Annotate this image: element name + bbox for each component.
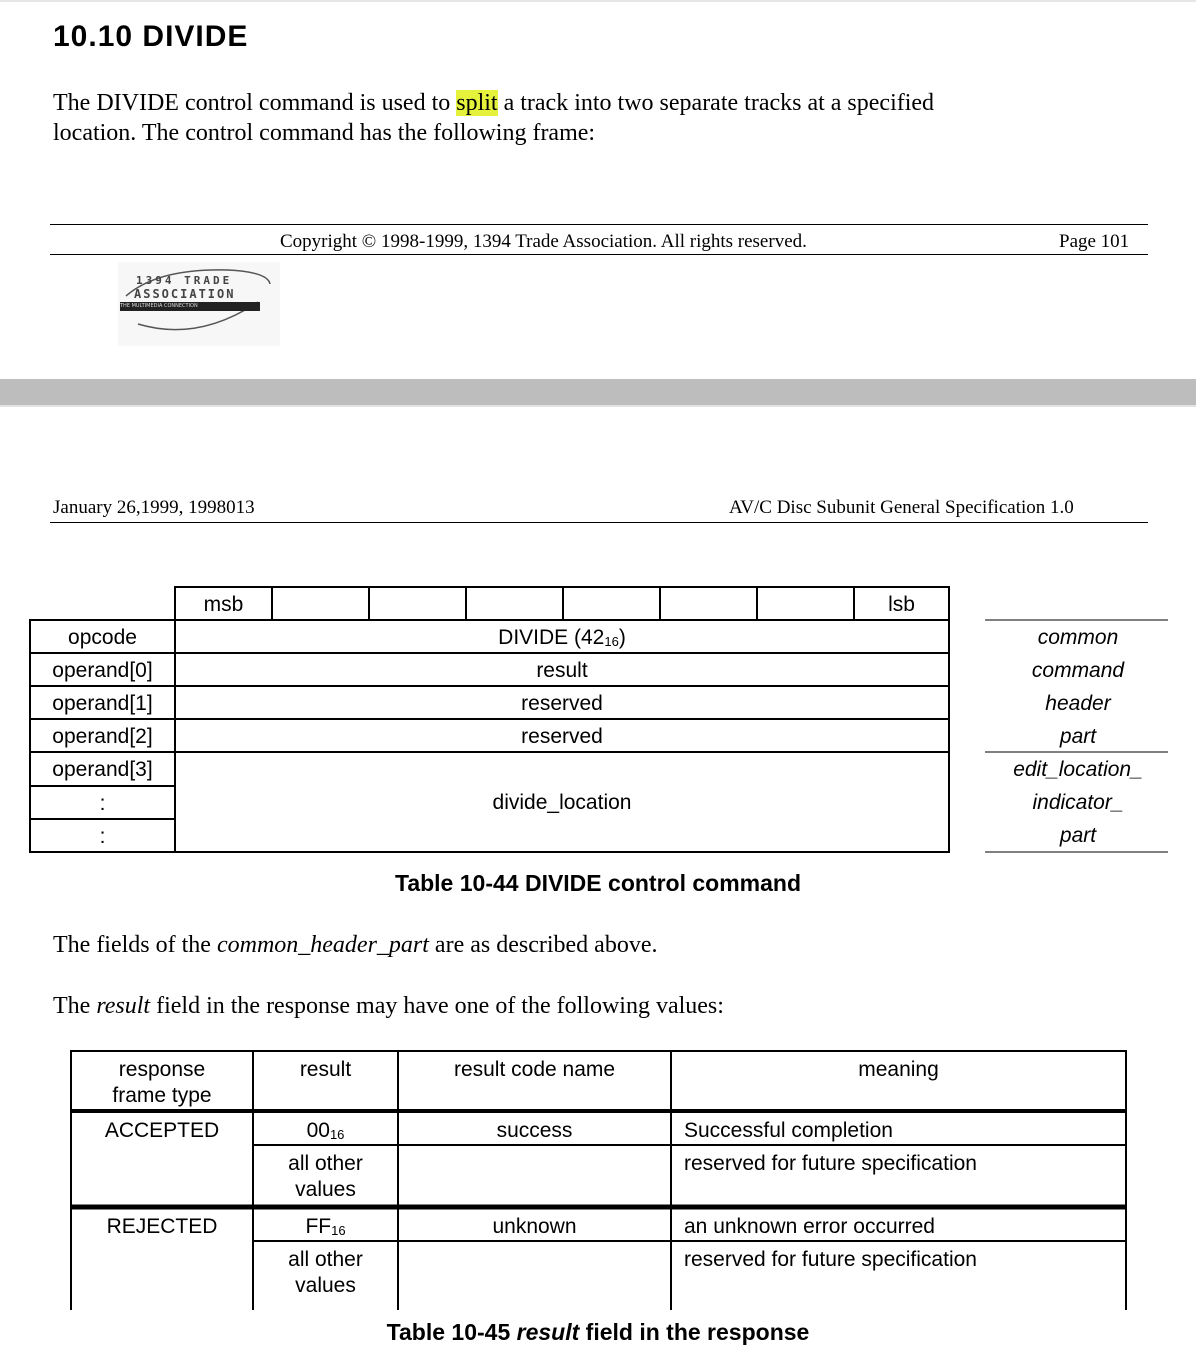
lsb-label: lsb: [888, 593, 915, 616]
table-44-caption: Table 10-44 DIVIDE control command: [394, 870, 801, 896]
frame-type-accepted: ACCEPTED: [104, 1119, 220, 1142]
code-name-unknown: unknown: [492, 1215, 577, 1238]
edit-location-label: part: [1059, 824, 1097, 847]
edit-location-label: indicator_: [1032, 791, 1124, 814]
header-result: result: [299, 1058, 352, 1081]
page-number: Page 101: [1059, 231, 1130, 252]
frame-type-rejected: REJECTED: [106, 1215, 218, 1238]
common-header-label: command: [1031, 659, 1125, 682]
intro-paragraph: The DIVIDE control command is used to split a track into two separate tracks at a specified location. The control command has the following frame:: [53, 90, 935, 146]
common-header-paragraph: The fields of the common_header_part are as described above.: [53, 932, 658, 958]
row-label-ellipsis: :: [99, 792, 106, 815]
row-label-operand1: operand[1]: [52, 692, 153, 715]
trade-association-logo: 1394 TRADE ASSOCIATION THE MULTIMEDIA CONNECTION: [118, 262, 280, 346]
header-code-name: result code name: [453, 1058, 616, 1081]
operand2-value: reserved: [521, 725, 603, 748]
meaning-reserved: reserved for future specification: [684, 1248, 977, 1271]
opcode-value: DIVIDE $(42_{16})$: [498, 626, 626, 649]
row-label-ellipsis: :: [99, 825, 106, 848]
table-45-caption: Table 10-45 result field in the response: [386, 1319, 810, 1345]
search-highlight[interactable]: split: [456, 90, 498, 116]
meaning-success: Successful completion: [684, 1119, 893, 1142]
meaning-reserved: reserved for future specification: [684, 1152, 977, 1175]
msb-label: msb: [203, 593, 244, 616]
result-all-other: all other values: [288, 1152, 363, 1201]
edit-location-label: edit_location_: [1013, 758, 1143, 781]
row-label-operand3: operand[3]: [52, 758, 153, 781]
result-all-other: all other values: [288, 1248, 363, 1297]
copyright-text: Copyright © 1998-1999, 1394 Trade Association. All rights reserved.: [280, 231, 807, 252]
operand0-value: result: [536, 659, 588, 682]
result-00: $00_{16}$: [306, 1119, 345, 1142]
divide-location-value: divide_location: [492, 791, 632, 814]
header-meaning: meaning: [858, 1058, 939, 1081]
common-header-label: common: [1037, 626, 1119, 649]
common-header-label: part: [1059, 725, 1097, 748]
meaning-unknown: an unknown error occurred: [684, 1215, 935, 1238]
code-name-success: success: [496, 1119, 573, 1142]
section-heading: 10.10 DIVIDE: [53, 20, 249, 53]
row-label-operand0: operand[0]: [52, 659, 153, 682]
result-field-paragraph: The result field in the response may have one of the following values:: [53, 993, 724, 1019]
header-spec-title: AV/C Disc Subunit General Specification 1.0: [729, 497, 1074, 518]
common-header-label: header: [1045, 692, 1111, 715]
row-label-opcode: opcode: [68, 626, 137, 649]
result-ff: $FF_{16}$: [305, 1215, 346, 1238]
header-date: January 26,1999, 1998013: [53, 497, 255, 518]
row-label-operand2: operand[2]: [52, 725, 153, 748]
operand1-value: reserved: [521, 692, 603, 715]
header-frame-type: response frame type: [112, 1058, 212, 1107]
